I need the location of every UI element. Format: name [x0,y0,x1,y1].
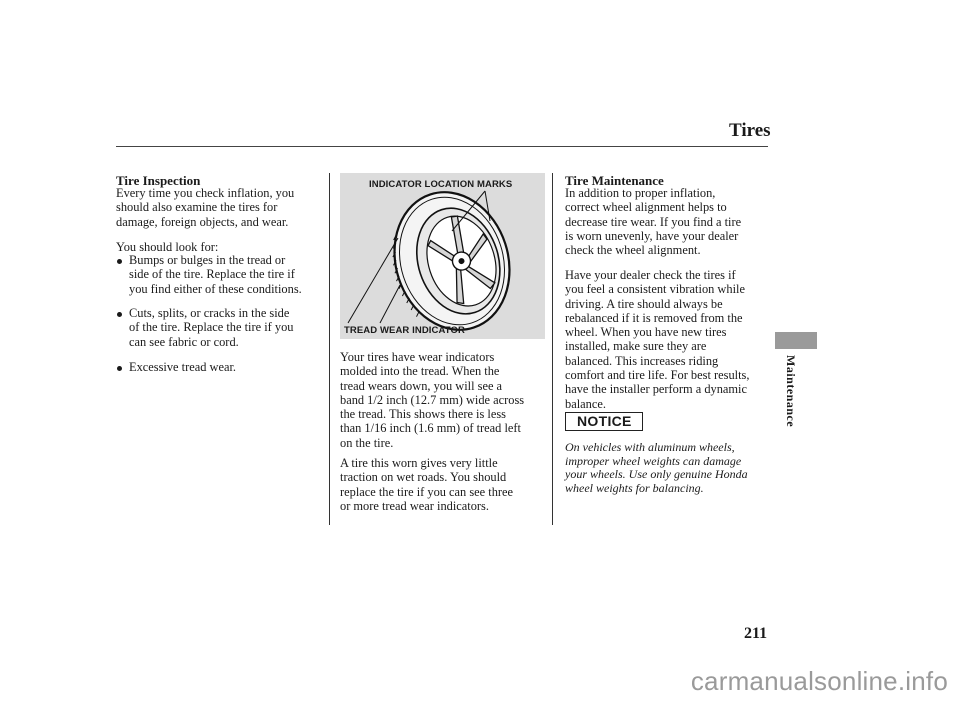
page-number: 211 [744,625,768,642]
bullet-item: Excessive tread wear. [129,360,236,374]
traction-paragraph: A tire this worn gives very little traction on wet roads. You should replace the tire if you can see three or more tread wear indicators. [340,456,514,513]
column-divider-right [552,173,553,525]
notice-text: On vehicles with aluminum wheels, improper wheel weights can damage your wheels. Use only genuine Honda wheel weights for balancing. [565,440,748,495]
bullet-dot [117,259,122,264]
intro-paragraph: Every time you check inflation, you should also examine the tires for damage, foreign objects, and wear. [116,186,295,229]
page-title: Tires [729,120,771,141]
tire-figure [340,173,545,339]
bullet-item: Bumps or bulges in the tread or side of the tire. Replace the tire if you find either of these conditions. [129,253,302,296]
footer-watermark: carmanualsonline.info [690,666,948,696]
bullet-dot [117,312,122,317]
bullet-item: Cuts, splits, or cracks in the side of the tire. Replace the tire if you can see fabric or cord. [129,306,294,349]
alignment-paragraph: In addition to proper inflation, correct wheel alignment helps to decrease tire wear. If you find a tire is worn unevenly, have your dealer check the wheel alignment. [565,186,742,258]
section-tab [775,332,817,349]
title-rule [116,146,768,147]
tire-maintenance-heading: Tire Maintenance [565,173,664,188]
section-side-label: Maintenance [784,355,798,428]
tire-illustration [340,173,545,339]
notice-box: NOTICE [565,412,643,431]
balancing-paragraph: Have your dealer check the tires if you feel a consistent vibration while driving. A tire should always be rebalanced if it is removed from the wheel. When you have new tires installed, make sure they are balanced. This increases riding comfort and tire life. For best results, have the installer perform a dynamic balance. [565,268,750,411]
bullet-dot [117,366,122,371]
column-divider-left [329,173,330,525]
wear-indicator-paragraph: Your tires have wear indicators molded into the tread. When the tread wears down, you will see a band 1/2 inch (12.7 mm) wide across the tread. This shows there is less than 1/16 inch (1.6 mm) of tread left on the tire. [340,350,525,450]
indicator-location-label: INDICATOR LOCATION MARKS [369,179,513,190]
tire-inspection-heading: Tire Inspection [116,173,201,188]
tread-wear-indicator-label: TREAD WEAR INDICATOR [344,325,465,336]
look-for-text: You should look for: [116,240,219,254]
